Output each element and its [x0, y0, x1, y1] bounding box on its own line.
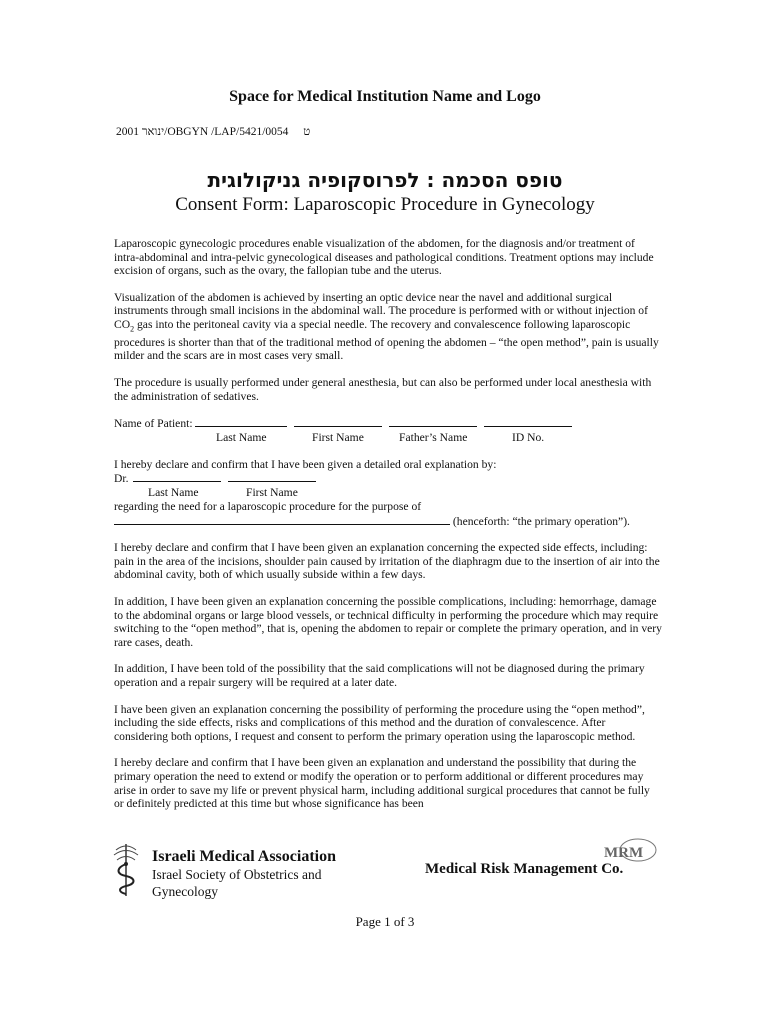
paragraph-side-effects: I hereby declare and confirm that I have been given an explanation concerning the expected side effects, including: pain in the area of the incisions, shoulder pain caused by irritation of the diaphragm due to the insertion of air into the abdominal cavity, both of which usually subside within a few days. [114, 541, 660, 582]
paragraph-undiagnosed: In addition, I have been told of the possibility that the said complications will not be diagnosed during the primary operation and a repair surgery will be required at a later date. [114, 662, 645, 689]
doctor-row [114, 471, 662, 486]
doctor-last-name-field[interactable] [133, 471, 221, 482]
patient-field-labels [114, 431, 662, 445]
henceforth-text: (henceforth: “the primary operation”). [452, 514, 630, 528]
doctor-last-name-label: Last Name [148, 486, 199, 500]
patient-id-label: ID No. [512, 430, 545, 444]
patient-first-name-label: First Name [312, 430, 364, 444]
paragraph-complications: In addition, I have been given an explanation concerning the possible complications, including: hemorrhage, damage to the abdominal organs or large blood vessels, or technical difficulty in performing the procedure which may require switching to the “open method”, that is, opening the abdomen to repair or complete the primary operation, and in very rare cases, death. [114, 595, 662, 649]
ima-name: Israeli Medical Association [152, 848, 336, 865]
ima-society: Israel Society of Obstetrics and Gynecology [152, 867, 322, 899]
ima-caduceus-icon [108, 840, 144, 898]
doctor-first-name-label: First Name [246, 486, 298, 500]
regarding-text: regarding the need for a laparoscopic procedure for the purpose of [114, 500, 422, 514]
form-code-month: ינואר [141, 126, 165, 138]
patient-father-name-label: Father’s Name [399, 430, 468, 444]
paragraph-intro: Laparoscopic gynecologic procedures enable visualization of the abdomen, for the diagnosis and/or treatment of intra-abdominal and intra-pelvic gynecological diseases and pathological conditions. Treatment options may include excision of organs, such as the ovary, the fallopian tube and the uterus. [114, 237, 654, 278]
doctor-first-name-field[interactable] [228, 471, 316, 482]
doctor-label: Dr. [114, 472, 129, 486]
paragraph-visualization-b: gas into the peritoneal cavity via a special needle. The recovery and convalescence following laparoscopic procedures is shorter than that of the traditional method of opening the abdomen – “the open method”, pain is usually milder and the scars are in most cases very small. [114, 317, 659, 363]
patient-last-name-label: Last Name [216, 430, 267, 444]
doctor-field-labels [114, 486, 662, 500]
form-code-mark: ט [303, 126, 311, 138]
purpose-row [114, 514, 662, 529]
paragraph-visualization [114, 291, 662, 363]
paragraph-anesthesia: The procedure is usually performed under general anesthesia, but can also be performed under local anesthesia with the administration of sedatives. [114, 376, 652, 403]
form-code-ref: /OBGYN /LAP/5421/0054 [164, 126, 289, 138]
patient-id-field[interactable] [484, 416, 572, 427]
patient-father-name-field[interactable] [389, 416, 477, 427]
page-number: Page 1 of 3 [355, 914, 415, 929]
patient-last-name-field[interactable] [195, 416, 287, 427]
patient-name-row [114, 416, 662, 431]
co2-subscript: 2 [130, 324, 135, 334]
paragraph-open-method: I have been given an explanation concerning the possibility of performing the procedure using the “open method”, including the side effects, risks and complications of this method and the duration of convalescence. After considering both options, I request and consent to perform the primary operation using the laparoscopic method. [114, 702, 645, 743]
institution-placeholder: Space for Medical Institution Name and Logo [229, 88, 541, 105]
form-code [116, 126, 310, 138]
paragraph-extend-operation: I hereby declare and confirm that I have been given an explanation and understand the possibility that during the primary operation the need to extend or modify the operation or to perform additional or different procedures may arise in order to save my life or prevent physical harm, including additional surgical procedures that cannot be fully or definitely predicted at this time but whose significance has been [114, 756, 650, 811]
declare-oral: I hereby declare and confirm that I have been given a detailed oral explanation by: [114, 457, 497, 471]
hebrew-title: טופס הסכמה : לפרוסקופיה גניקולוגית [207, 168, 563, 192]
form-body [114, 237, 662, 824]
paragraph-visualization-a: Visualization of the abdomen is achieved by inserting an optic device near the navel and additional surgical instruments through small incisions in the abdominal wall. The procedure is performed with or without injection of CO [114, 290, 648, 331]
page-title: Consent Form: Laparoscopic Procedure in Gynecology [175, 194, 595, 215]
form-code-year: 2001 [116, 126, 139, 138]
mrm-name: Medical Risk Management Co. [425, 861, 624, 877]
patient-name-label: Name of Patient: [114, 417, 193, 431]
patient-first-name-field[interactable] [294, 416, 382, 427]
purpose-field[interactable] [114, 514, 450, 525]
mrm-logo-text: MRM [604, 845, 644, 861]
